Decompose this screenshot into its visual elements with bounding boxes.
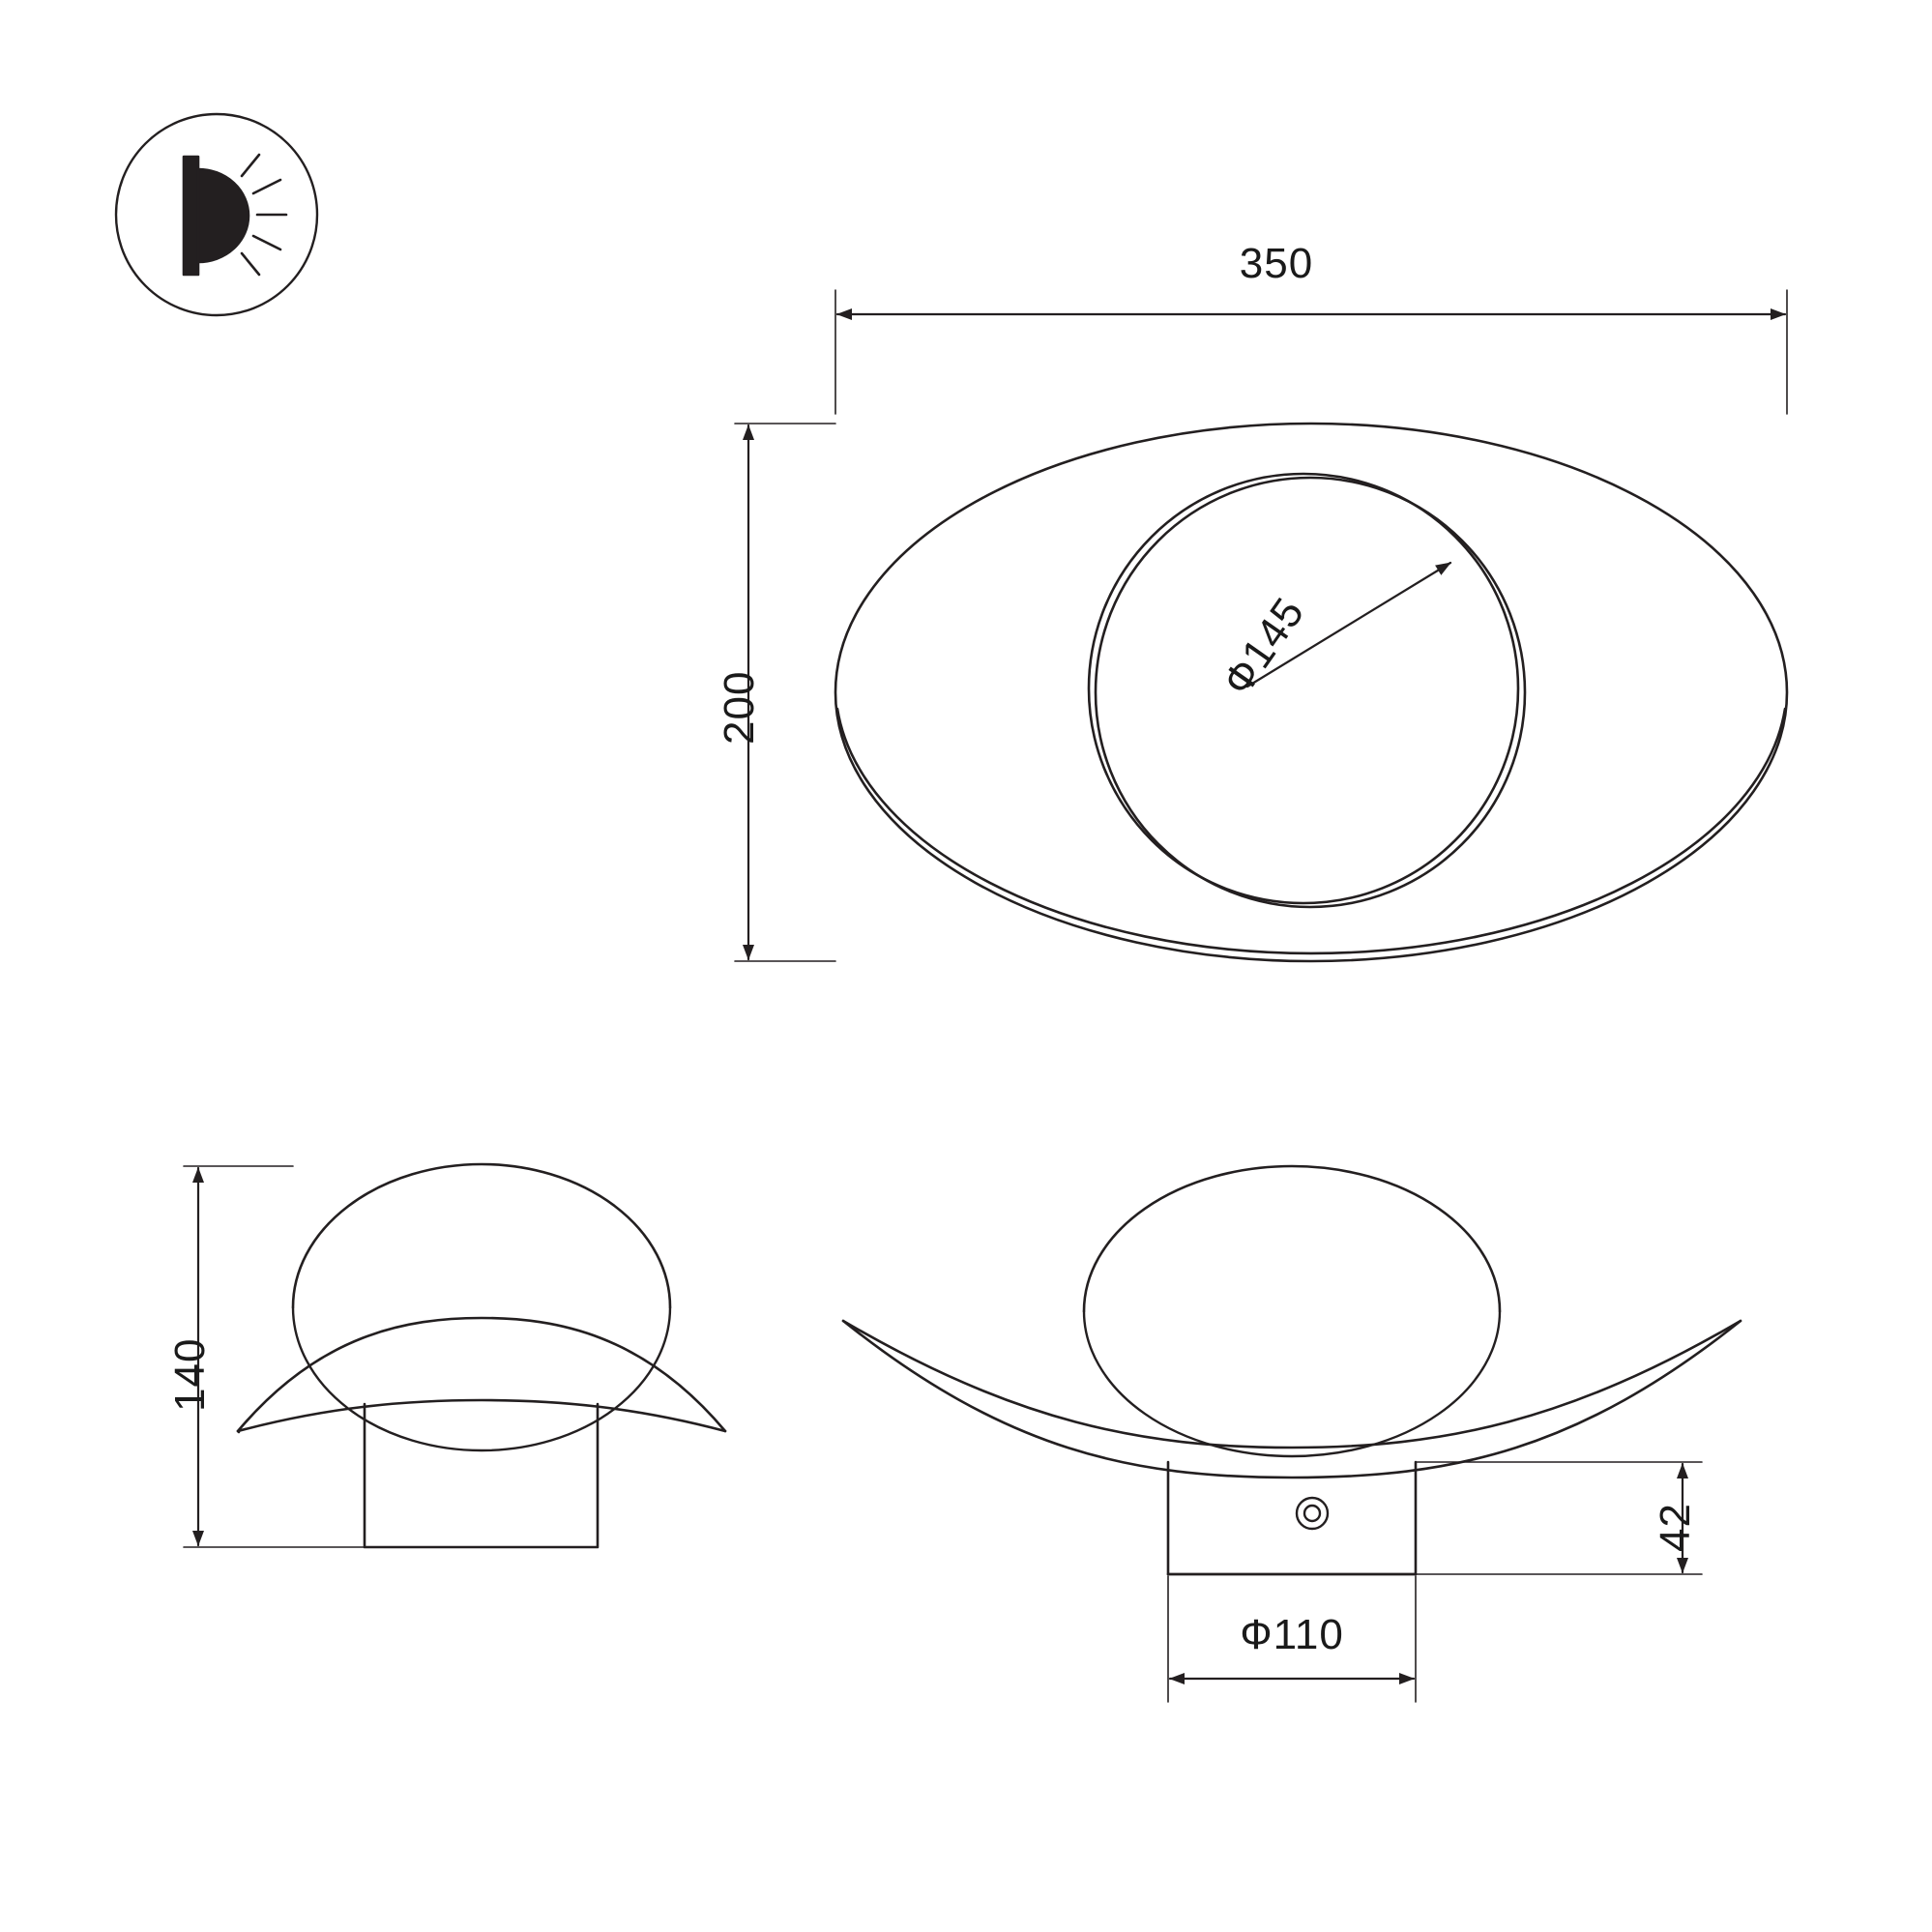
wall-washer-light-icon	[116, 114, 317, 315]
dimension-label-350: 350	[1239, 240, 1314, 287]
rear-view-geometry	[843, 1166, 1741, 1574]
front-view-geometry	[835, 424, 1787, 961]
side-view-geometry	[238, 1164, 725, 1547]
dimension-label-diameter-110: Ф110	[1240, 1611, 1344, 1658]
rear-view-extension-lines	[1168, 1462, 1702, 1702]
dimension-label-140: 140	[166, 1337, 214, 1412]
dimension-label-42: 42	[1652, 1503, 1699, 1552]
dimension-label-diameter-145: Ф145	[1214, 589, 1314, 705]
dimension-label-200: 200	[716, 670, 763, 745]
